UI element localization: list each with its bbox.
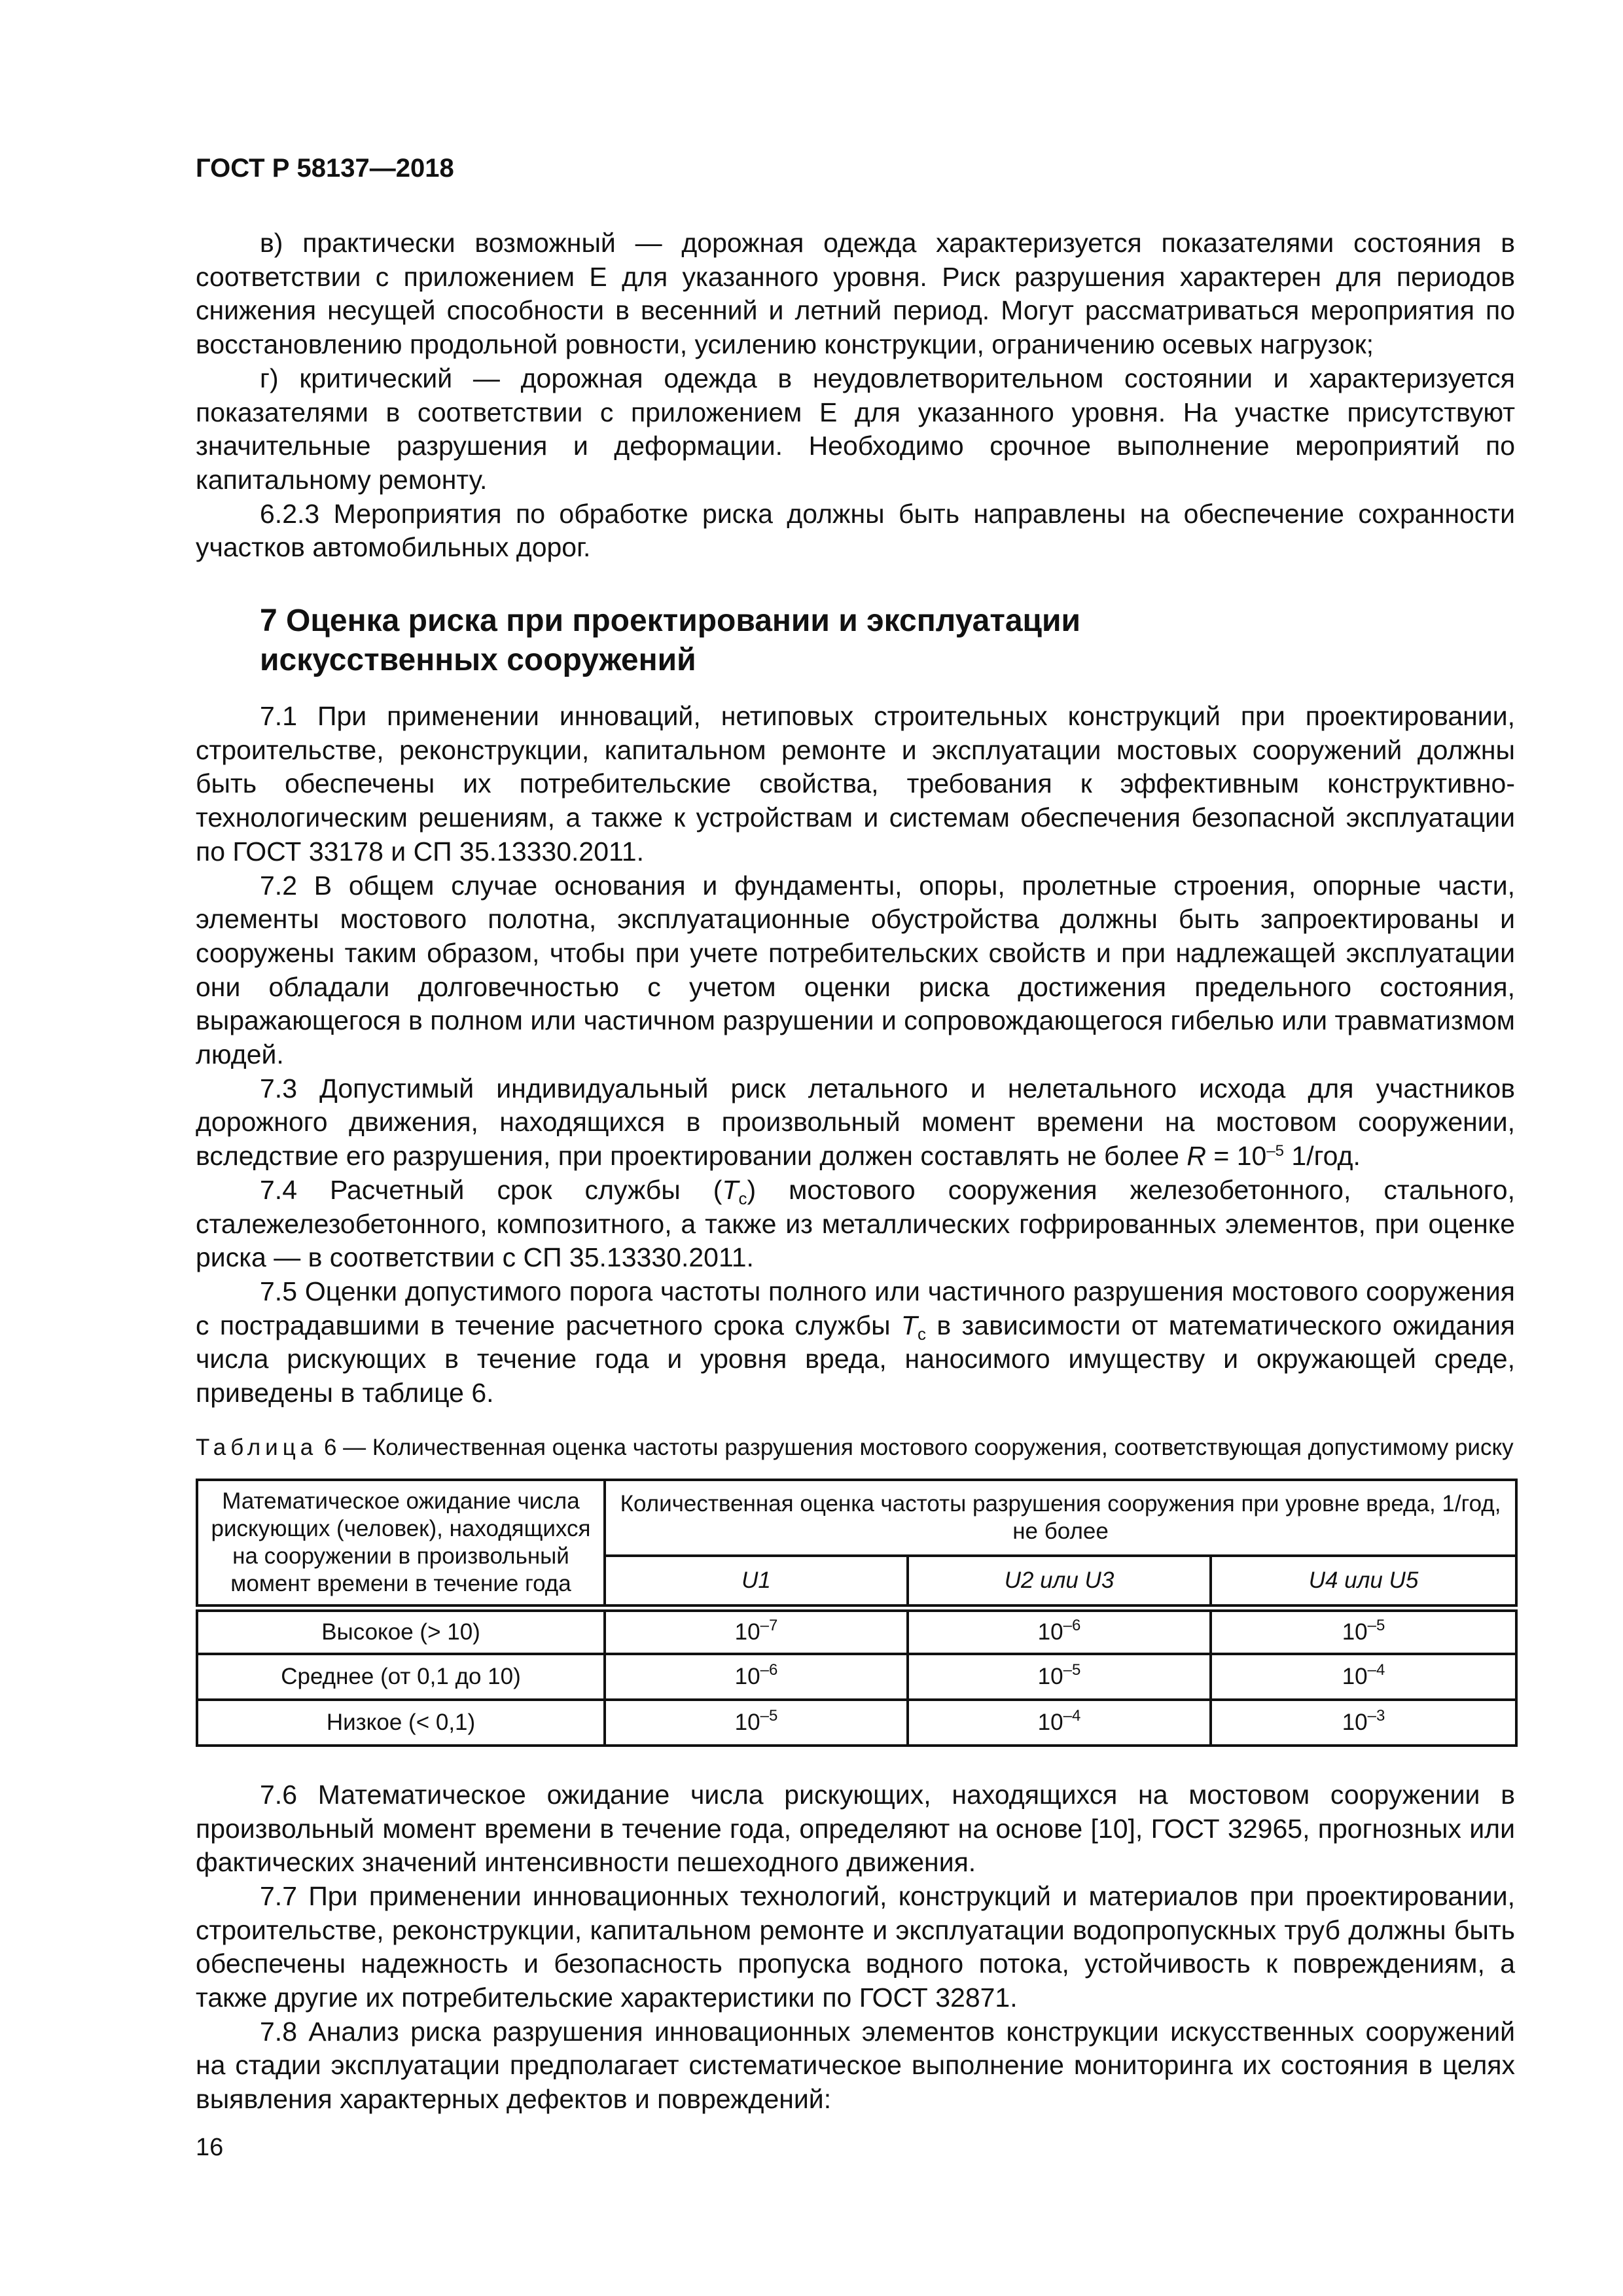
paragraph-7-3: 7.3 Допустимый индивидуальный риск летального и нелетального исхода для участников дорожного движения, находящихся в произвольный момент времени на мостовом сооружении, вследствие его разрушения, при проектировании должен составлять не более $R = 10^{-5}$ 1/год. [196,1073,1515,1172]
cell: $10^{-4}$ [1211,1654,1516,1700]
section-heading [196,601,1515,680]
section-7-paragraphs [196,700,1515,1410]
paragraph: 7.8 Анализ риска разрушения инновационных элементов конструкции искусственных сооружений на стадии эксплуатации предполагает систематическое выполнение мониторинга их состояния в целях выявления характерных дефектов и повреждений: [196,2016,1515,2115]
paragraph-7-2: 7.2 В общем случае основания и фундаменты, опоры, пролетные строения, опорные части, элементы мостового полотна, эксплуатационные обустройства должны быть запроектированы и сооружены таким образом, чтобы при учете потребительских свойств и при надлежащей эксплуатации они обладали долговечностью с учетом оценки риска достижения предельного состояния, выражающегося в полном или частичном разрушении и сопровождающегося гибелью или травматизмом людей. [196,870,1515,1070]
cell: $10^{-7}$ [605,1608,908,1654]
row-label: Высокое (> 10) [197,1608,605,1654]
bottom-paragraphs [196,1778,1515,2117]
cell: $10^{-6}$ [605,1654,908,1700]
col-header-expectation: Математическое ожидание числа рискующих (человек), находящихся на сооружении в произвольный момент времени в течение года [197,1480,605,1608]
sub-header: U1 [605,1556,908,1608]
sub-header: U2 или U3 [908,1556,1211,1608]
paragraph: г) критический — дорожная одежда в неудовлетворительном состоянии и характеризуется показателями в соответствии с приложением Е для указанного уровня. На участке присутствуют значительные разрушения и деформации. Необходимо срочное выполнение мероприятий по капитальному ремонту. [196,363,1515,495]
table-caption: Таблица 6 — Количественная оценка частоты разрушения мостового сооружения, соответствующая допустимому риску [196,1434,1514,1460]
cell: $10^{-4}$ [908,1700,1211,1746]
paragraph: 7.6 Математическое ожидание числа рискующих, находящихся на мостовом сооружении в произвольный момент времени в течение года, определяют на основе [10], ГОСТ 32965, прогнозных или фактических значений интенсивности пешеходного движения. [196,1779,1515,1878]
section-heading-line: искусственных сооружений [260,643,696,678]
top-paragraphs [196,226,1515,565]
table-row [197,1608,1516,1654]
paragraph-7-1: 7.1 При применении инноваций, нетиповых строительных конструкций при проектировании, строительстве, реконструкции, капитальном ремонте и эксплуатации мостовых сооружений должны быть обеспечены их потребительские свойства, требования к эффективным конструктивно-технологическим решениям, а также к устройствам и системам обеспечения безопасной эксплуатации по ГОСТ 33178 и СП 35.13330.2011. [196,701,1515,867]
table-row [197,1700,1516,1746]
row-label: Низкое (< 0,1) [197,1700,605,1746]
paragraph: 7.7 При применении инновационных технологий, конструкций и материалов при проектировании, строительстве, реконструкции, капитальном ремонте и эксплуатации водопропускных труб должны быть обеспечены надежность и безопасность пропуска водного потока, устойчивость к повреждениям, а также другие их потребительские характеристики по ГОСТ 32871. [196,1880,1515,2013]
group-header: Количественная оценка частоты разрушения сооружения при уровне вреда, 1/год, не более [605,1480,1516,1556]
cell: $10^{-3}$ [1211,1700,1516,1746]
row-label: Среднее (от 0,1 до 10) [197,1654,605,1700]
risk-frequency-table [196,1479,1518,1747]
cell: $10^{-6}$ [908,1608,1211,1654]
sub-header: U4 или U5 [1211,1556,1516,1608]
cell: $10^{-5}$ [908,1654,1211,1700]
paragraph: 6.2.3 Мероприятия по обработке риска должны быть направлены на обеспечение сохранности участков автомобильных дорог. [196,498,1515,563]
table-row [197,1654,1516,1700]
section-heading-line: 7 Оценка риска при проектировании и эксплуатации [260,603,1081,639]
paragraph-7-5: 7.5 Оценки допустимого порога частоты полного или частичного разрушения мостового сооружения с пострадавшими в течение расчетного срока службы $T_c$ в зависимости от математического ожидания числа рискующих в течение года и уровня вреда, наносимого имуществу и окружающей среде, приведены в таблице 6. [196,1276,1515,1408]
page-number: 16 [196,2133,224,2161]
paragraph-7-4: 7.4 Расчетный срок службы $(T_c)$ мостового сооружения железобетонного, стального, сталежелезобетонного, композитного, а также из металлических гофрированных элементов, при оценке риска — в соответствии с СП 35.13330.2011. [196,1174,1515,1273]
cell: $10^{-5}$ [605,1700,908,1746]
document-header: ГОСТ Р 58137—2018 [196,154,454,183]
paragraph: в) практически возможный — дорожная одежда характеризуется показателями состояния в соответствии с приложением Е для указанного уровня. Риск разрушения характерен для периодов снижения несущей способности в весенний и летний период. Могут рассматриваться мероприятия по восстановлению продольной ровности, усилению конструкции, ограничению осевых нагрузок; [196,228,1515,360]
cell: $10^{-5}$ [1211,1608,1516,1654]
